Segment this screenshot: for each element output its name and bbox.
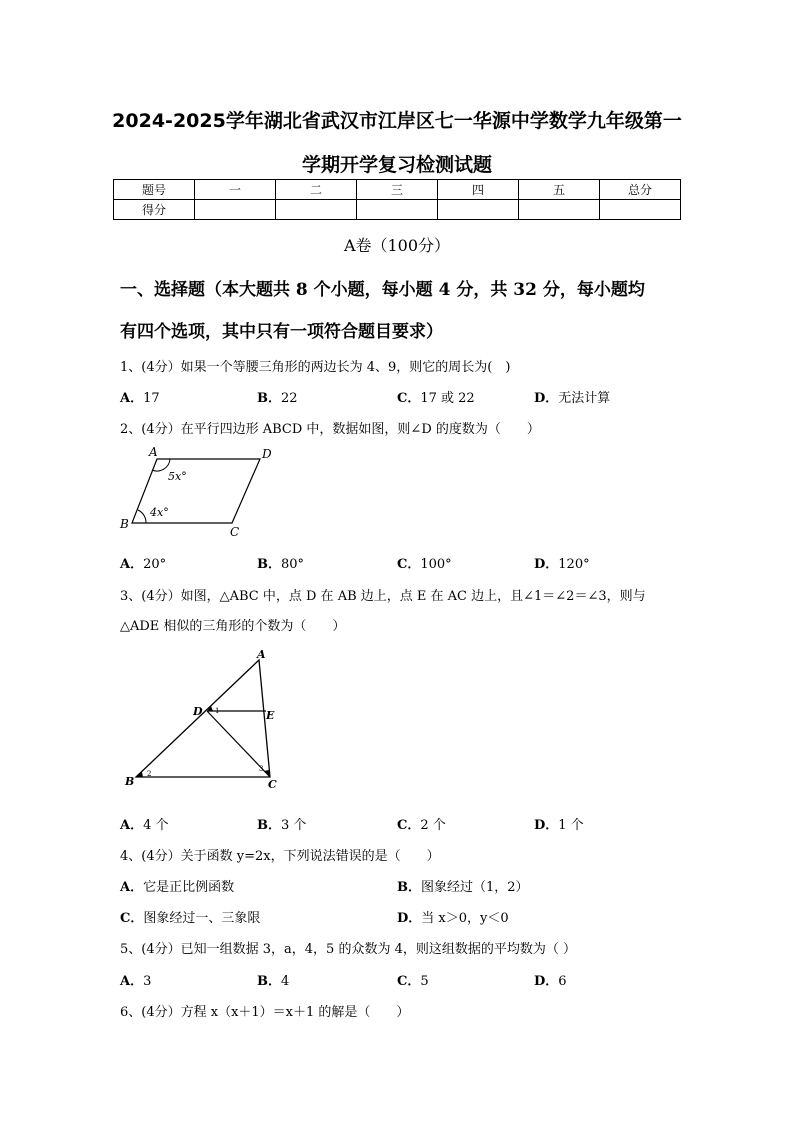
score-header-cell: 四 [438,180,519,200]
option-text: 4 个 [143,818,169,833]
q2-option-a[interactable] [120,553,166,572]
option-text: 它是正比例函数 [143,880,235,895]
option-text: 无法计算 [558,391,611,406]
q4-option-d[interactable] [397,907,509,926]
q4-option-b[interactable] [397,876,529,895]
q5-option-c[interactable] [397,970,429,989]
option-label: D． [534,974,559,989]
option-label: D． [534,557,559,572]
q1-option-b[interactable] [257,387,298,406]
option-label: A． [120,880,144,895]
option-text: 6 [558,974,567,989]
option-text: 2 个 [420,818,446,833]
option-text: 100° [420,557,452,572]
option-label: B． [257,391,281,406]
option-label: A． [120,391,144,406]
score-cell[interactable] [438,200,519,220]
section1-heading-line2: 有四个选项，其中只有一项符合题目要求） [120,322,443,342]
angle-2-mark [136,772,143,777]
q1-option-c[interactable] [397,387,475,406]
q5-option-a[interactable] [120,970,151,989]
score-table-score-row [114,200,681,220]
option-label: A． [120,557,144,572]
q4-option-c[interactable] [120,907,260,926]
option-label: B． [257,818,281,833]
option-label: C． [397,974,421,989]
question-2-text: 2、(4分）在平行四边形 ABCD 中，数据如图，则∠D 的度数为（ ） [120,422,540,437]
q3-option-b[interactable] [257,814,306,833]
score-header-cell: 三 [357,180,438,200]
option-text: 20° [143,557,167,572]
vertex-c-label: C [230,525,240,539]
vertex-a-label: A [149,445,158,459]
option-text: 3 个 [281,818,307,833]
option-text: 图象经过一、三象限 [143,911,261,926]
option-label: C． [397,391,421,406]
triangle-figure [118,645,298,795]
score-cell[interactable] [195,200,276,220]
vertex-b-label: B [120,517,129,531]
question-5-text: 5、(4分）已知一组数据 3，a，4，5 的众数为 4，则这组数据的平均数为（ ） [120,942,576,957]
q3-option-c[interactable] [397,814,446,833]
option-label: C． [120,911,144,926]
angle-2-label: 2 [147,770,152,778]
question-1-text: 1、(4分）如果一个等腰三角形的两边长为 4、9，则它的周长为( ) [120,360,511,375]
score-cell[interactable] [357,200,438,220]
score-header-cell: 题号 [114,180,195,200]
vertex-d-label: D [193,705,203,718]
option-text: 3 [143,974,152,989]
score-header-cell: 二 [276,180,357,200]
angle-3-mark [264,770,270,777]
question-4-text: 4、(4分）关于函数 y=2x，下列说法错误的是（ ） [120,849,440,864]
score-table-header-row [114,180,681,200]
option-label: D． [397,911,422,926]
angle-1-label: 1 [215,707,220,715]
question-6-text: 6、(4分）方程 x（x＋1）＝x＋1 的解是（ ） [120,1005,410,1020]
score-header-cell: 一 [195,180,276,200]
q1-option-d[interactable] [534,387,610,406]
q2-option-b[interactable] [257,553,304,572]
option-text: 4 [281,974,290,989]
option-label: C． [397,557,421,572]
option-label: B． [397,880,421,895]
score-cell[interactable] [600,200,681,220]
q2-option-d[interactable] [534,553,590,572]
score-row-label: 得分 [114,200,195,220]
option-label: C． [397,818,421,833]
option-text: 图象经过（1，2） [421,880,529,895]
score-cell[interactable] [519,200,600,220]
option-text: 当 x＞0，y＜0 [421,911,509,926]
option-text: 17 或 22 [420,391,475,406]
option-label: D． [534,818,559,833]
q4-option-a[interactable] [120,876,234,895]
score-table [113,179,681,220]
option-label: A． [120,818,144,833]
option-text: 1 个 [558,818,584,833]
score-cell[interactable] [276,200,357,220]
option-text: 120° [558,557,590,572]
angle-b-label: 4x° [150,506,169,519]
angle-b-arc [138,510,146,523]
triangle-abc [136,660,270,777]
score-header-cell: 总分 [600,180,681,200]
option-label: A． [120,974,144,989]
section1-heading-line1: 一、选择题（本大题共 8 个小题，每小题 4 分，共 32 分，每小题均 [120,280,645,300]
vertex-b-label: B [125,775,135,788]
q2-option-c[interactable] [397,553,452,572]
option-label: D． [534,391,559,406]
q1-option-a[interactable] [120,387,160,406]
question-3-text-line2: △ADE 相似的三角形的个数为（ ） [120,619,346,634]
page-title-line1: 2024-2025学年湖北省武汉市江岸区七一华源中学数学九年级第一 [112,110,682,132]
angle-3-label: 3 [259,765,264,773]
q5-option-b[interactable] [257,970,289,989]
vertex-c-label: C [268,778,277,791]
option-label: B． [257,974,281,989]
parallelogram-figure [112,442,282,542]
angle-a-label: 5x° [168,470,187,483]
option-text: 5 [420,974,429,989]
option-text: 22 [281,391,298,406]
q3-option-d[interactable] [534,814,584,833]
vertex-a-label: A [257,648,266,661]
option-text: 80° [281,557,305,572]
q5-option-d[interactable] [534,970,567,989]
score-header-cell: 五 [519,180,600,200]
vertex-d-label: D [262,447,272,461]
page-title-line2: 学期开学复习检测试题 [301,154,492,176]
section-a-heading: A卷（100分） [343,236,451,255]
vertex-e-label: E [266,709,275,722]
option-label: B． [257,557,281,572]
question-3-text-line1: 3、(4分）如图，△ABC 中，点 D 在 AB 边上，点 E 在 AC 边上，且∠1＝∠2＝∠3，则与 [120,589,646,604]
option-text: 17 [143,391,160,406]
q3-option-a[interactable] [120,814,169,833]
